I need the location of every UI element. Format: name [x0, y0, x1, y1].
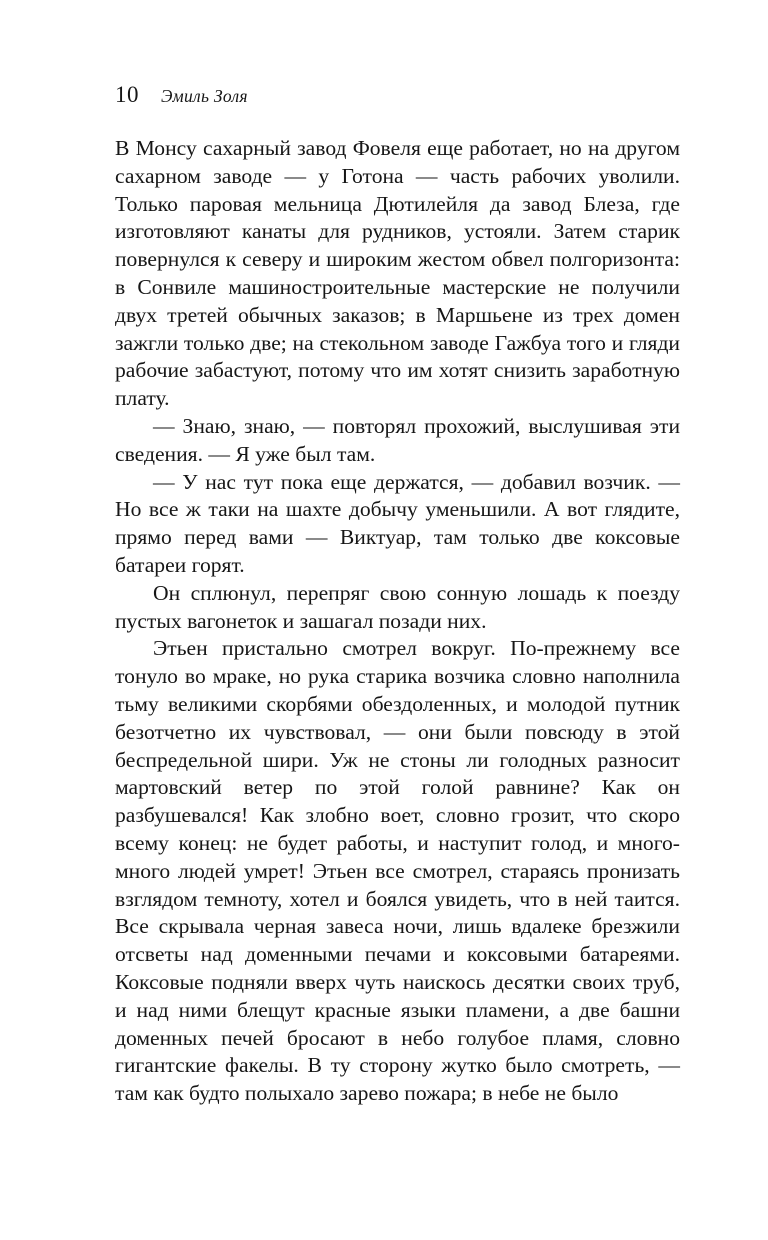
page-number: 10	[115, 82, 139, 107]
paragraph-dialogue-2: — У нас тут пока еще держатся, — добавил возчик. — Но все ж таки на шахте добычу уменьшили. А вот глядите, прямо перед вами — Виктуар, там только две коксовые батареи горят.	[115, 469, 680, 577]
running-head	[115, 82, 680, 108]
paragraph-narration-2: Он сплюнул, перепряг свою сонную лошадь к поезду пустых вагонеток и зашагал позади них.	[115, 580, 680, 633]
running-title: Эмиль Золя	[161, 86, 248, 106]
page-body	[115, 135, 680, 1108]
paragraph-narration-continued: В Монсу сахарный завод Фовеля еще работает, но на другом сахарном заводе — у Готона — часть рабочих уволили. Только паровая мельница Дютилейля да завод Блеза, где изготовляют канаты для рудников, устояли. Затем старик повернулся к северу и широким жестом обвел полгоризонта: в Сонвиле машиностроительные мастерские не получили двух третей обычных заказов; в Маршьене из трех домен зажгли только две; на стекольном заводе Гажбуа того и гляди рабочие забастуют, потому что им хотят снизить заработную плату.	[115, 136, 680, 411]
paragraph-narration-3: Этьен пристально смотрел вокруг. По-прежнему все тонуло во мраке, но рука старика возчика словно наполнила тьму великими скорбями обездоленных, и молодой путник безотчетно их чувствовал, — они были повсюду в этой беспредельной шири. Уж не стоны ли голодных разносит мартовский ветер по этой голой равнине? Как он разбушевался! Как злобно воет, словно грозит, что скоро всему конец: не будет работы, и наступит голод, и много-много людей умрет! Этьен все смотрел, стараясь пронизать взглядом темноту, хотел и боялся увидеть, что в ней таится. Все скрывала черная завеса ночи, лишь вдалеке брезжили отсветы над доменными печами и коксовыми батареями. Коксовые подняли вверх чуть наискось десятки своих труб, и над ними блещут красные языки пламени, а две башни доменных печей бросают в небо голубое пламя, словно гигантские факелы. В ту сторону жутко было смотреть, — там как будто полыхало зарево пожара; в небе не было	[115, 636, 680, 1106]
paragraph-dialogue-1: — Знаю, знаю, — повторял прохожий, выслушивая эти сведения. — Я уже был там.	[115, 413, 680, 466]
